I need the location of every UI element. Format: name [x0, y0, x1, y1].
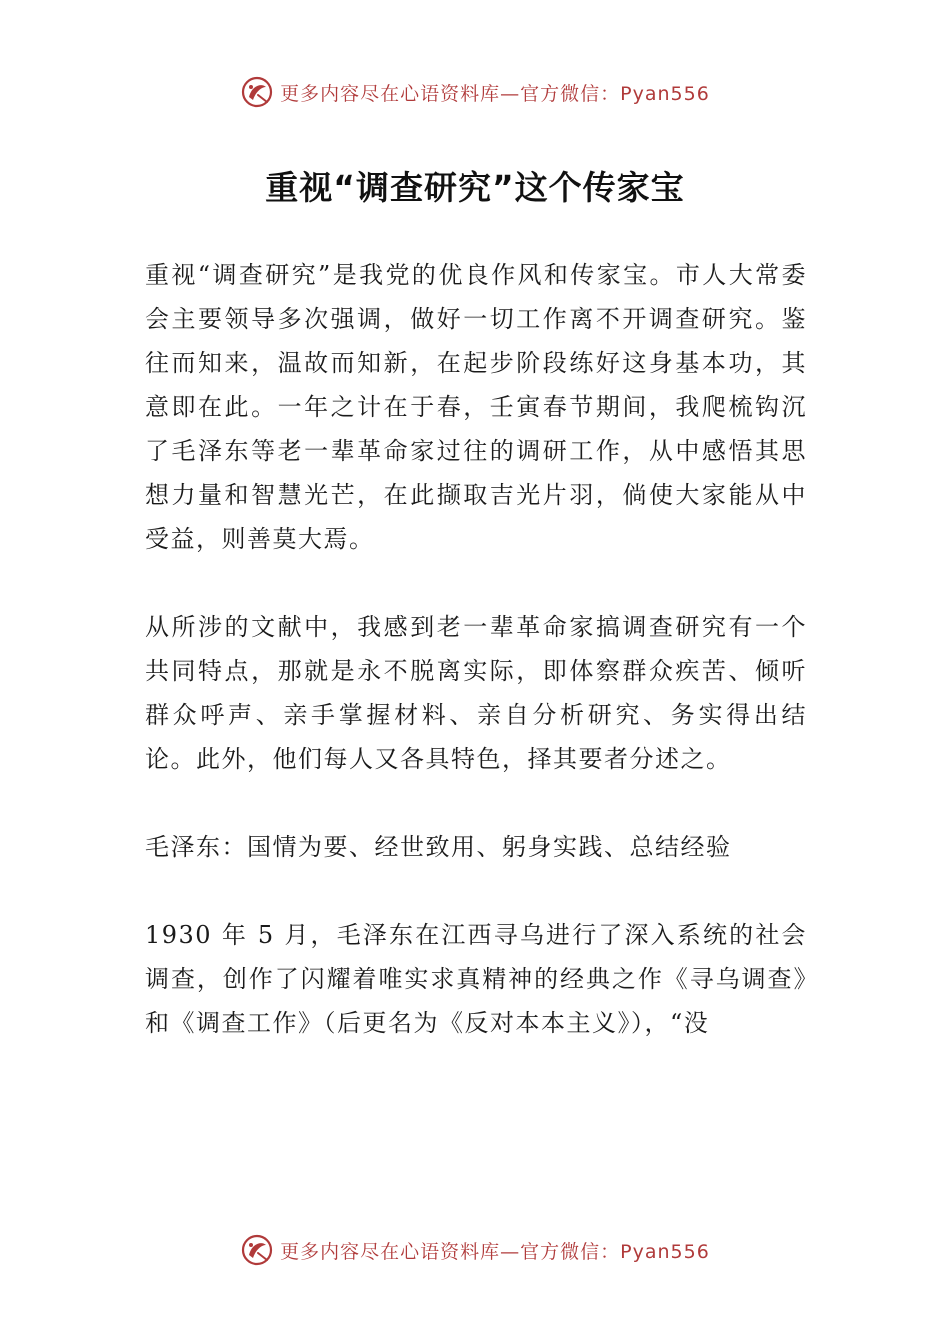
document-title: 重视“调查研究”这个传家宝 [265, 168, 685, 207]
wechat-id: Pyan556 [620, 82, 710, 105]
paragraph-intro: 重视“调查研究”是我党的优良作风和传家宝。市人大常委会主要领导多次强调，做好一切工作离不开调查研究。鉴往而知来，温故而知新，在起步阶段练好这身基本功，其意即在此。一年之计在于春，壬寅春节期间，我爬梳钩沉了毛泽东等老一辈革命家过往的调研工作，从中感悟其思想力量和智慧光芒，在此撷取吉光片羽，倘使大家能从中受益，则善莫大焉。 [145, 261, 807, 553]
brand-logo-icon [240, 1233, 274, 1267]
header-watermark-banner [0, 72, 950, 112]
banner-text: 更多内容尽在心语资料库—官方微信：Pyan556 [280, 1240, 710, 1263]
footer-watermark-banner [0, 1230, 950, 1270]
banner-text: 更多内容尽在心语资料库—官方微信：Pyan556 [280, 82, 710, 105]
brand-logo-icon [240, 75, 274, 109]
wechat-id: Pyan556 [620, 1240, 710, 1263]
paragraph-common-traits: 从所涉的文献中，我感到老一辈革命家搞调查研究有一个共同特点，那就是永不脱离实际，即体察群众疾苦、倾听群众呼声、亲手掌握材料、亲自分析研究、务实得出结论。此外，他们每人又各具特色，择其要者分述之。 [145, 613, 807, 773]
paragraph-xunwu: 1930 年 5 月，毛泽东在江西寻乌进行了深入系统的社会调查，创作了闪耀着唯实求真精神的经典之作《寻乌调查》和《调查工作》（后更名为《反对本本主义》），“没 [145, 921, 807, 1037]
section-heading-mao: 毛泽东：国情为要、经世致用、躬身实践、总结经验 [145, 833, 732, 861]
document-body [145, 253, 807, 1089]
